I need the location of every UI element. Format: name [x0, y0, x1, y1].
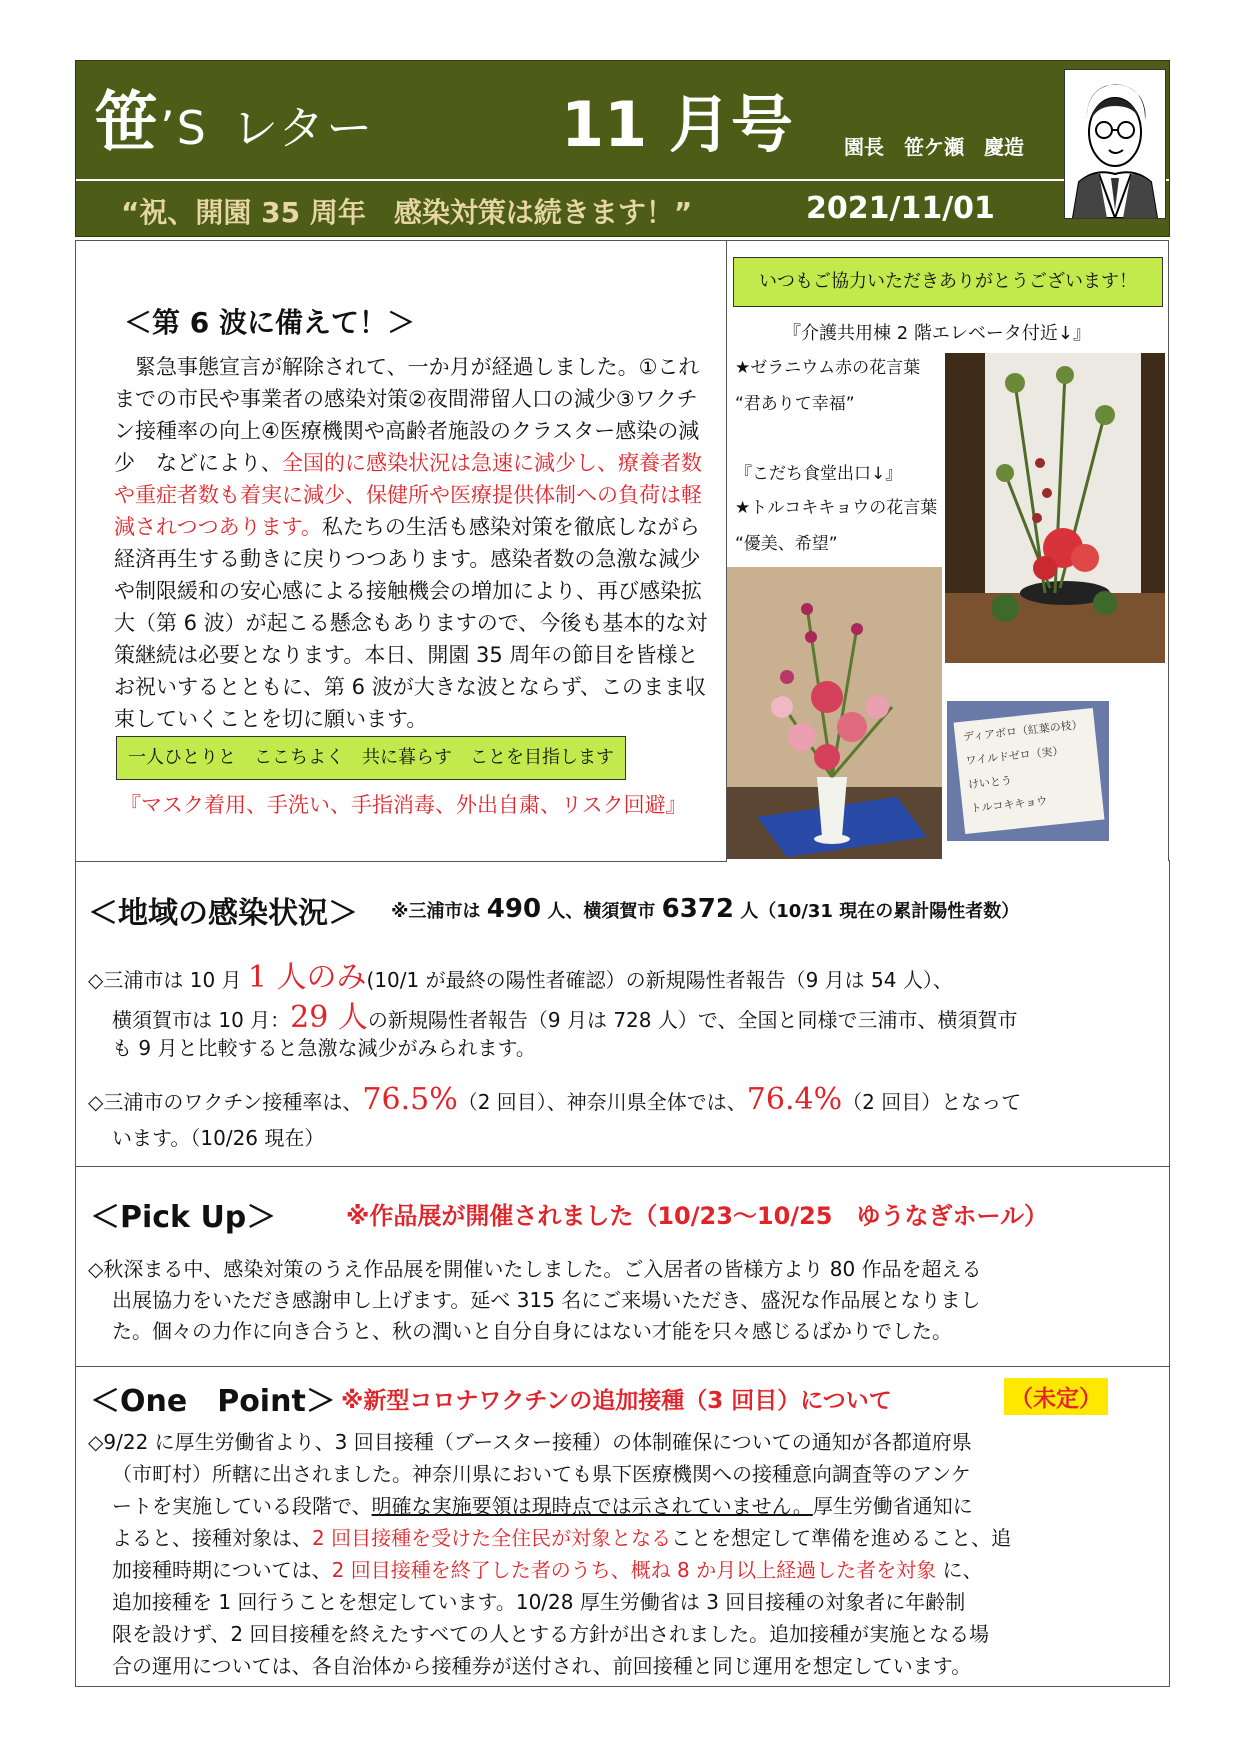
title-apostrophe: ’: [160, 101, 177, 155]
b2-text-2: （2 回目）、神奈川県全体では、: [457, 1090, 747, 1114]
title-letter: レター: [232, 101, 375, 155]
director-portrait: [1064, 69, 1166, 219]
location-1: 『介護共用棟 2 階エレベータ付近↓』: [783, 323, 1091, 344]
onepoint-underline: 明確な実施要領は現時点では示されていません。: [371, 1494, 813, 1518]
thanks-box: いつもご協力いただきありがとうございます！: [733, 257, 1163, 307]
newsletter-title: [94, 71, 374, 163]
onepoint-section: [75, 1366, 1170, 1687]
region-section: [75, 860, 1170, 1167]
wave-paragraph-1: 緊急事態宣言が解除されて、一か月が経過しました。①これまでの市民や事業者の感染対策②夜間滞留人口の減少③ワクチン接種率の向上④医療機関や高齢者施設のクラスター感染の減少 などにより、: [114, 355, 700, 475]
onepoint-line-3b: 厚生労働省通知に: [812, 1494, 973, 1518]
note-text-2: 人、横須賀市: [547, 901, 656, 922]
card-line-1: ディアボロ（紅葉の枝）: [962, 718, 1084, 744]
eustoma-photo: [727, 567, 942, 859]
issue-date: 2021/11/01: [806, 191, 995, 226]
region-title: ＜地域の感染状況＞: [88, 896, 358, 931]
pickup-title: ＜Pick Up＞: [90, 1200, 277, 1235]
b1-text-4: の新規陽性者報告（9 月は 728 人）で、全国と同様で三浦市、横須賀市: [367, 1008, 1018, 1032]
b1-text-3: 横須賀市は 10 月：: [112, 1008, 291, 1032]
flower-1-meaning: “君ありて幸福”: [735, 394, 855, 414]
onepoint-line-4b: ことを想定して準備を進めること、追: [671, 1526, 1012, 1550]
wave-body: [114, 351, 712, 735]
onepoint-line-2: （市町村）所轄に出されました。神奈川県においても県下医療機関への接種意向調査等のアンケ: [112, 1462, 971, 1486]
pickup-line-3: た。個々の力作に向き合うと、秋の潤いと自分自身にはない才能を只々感じるばかりでした。: [112, 1319, 952, 1343]
wave-highlight: 全国的に感染状況は急速に減少し、療養者数や重症者数も着実に減少、保健所や医療提供体制への負荷は軽減されつつあります。: [114, 451, 702, 539]
flower-1-label: ★ゼラニウム赤の花言葉: [735, 358, 921, 378]
onepoint-target: 2 回目接種を受けた全住民が対象となる: [312, 1526, 672, 1550]
b1-text: ◇三浦市は 10 月: [88, 968, 248, 992]
onepoint-line-7: 限を設けず、2 回目接種を終えたすべての人とする方針が出されました。追加接種が実施となる場: [112, 1622, 990, 1646]
director-name: 園長 笹ケ瀬 慶造: [844, 135, 1024, 159]
pickup-subtitle: ※作品展が開催されました（10/23～10/25 ゆうなぎホール）: [346, 1202, 1048, 1230]
onepoint-body: [88, 1426, 1011, 1682]
region-bullet-1-cont: [112, 992, 1017, 1036]
flower-section: [725, 240, 1169, 861]
pickup-line-1: ◇秋深まる中、感染対策のうえ作品展を開催いたしました。ご入居者の皆様方より 80 作品を超える: [88, 1257, 982, 1281]
wave-paragraph-2: 私たちの生活も感染対策を徹底しながら経済再生する動きに戻りつつあります。感染者数の急激な減少や制限緩和の安心感による接触機会の増加により、再び感染拡大（第 6 波）が起こる懸念もありますので、今後も基本的な対策継続は必要となります。本日、開園 35 周年の節目を皆様とお祝いするとともに、第 6 波が大きな波とならず、このまま収束していくことを切に願います。: [114, 515, 708, 731]
region-bullet-2: [88, 1082, 1021, 1117]
newsletter-header: [75, 60, 1170, 237]
onepoint-line-6: 追加接種を 1 回行うことを想定しています。10/28 厚生労働省は 3 回目接種の対象者に年齢制: [112, 1590, 966, 1614]
pickup-section: [75, 1166, 1170, 1367]
yokosuka-monthly: 29 人: [290, 1000, 368, 1035]
b1-text-2: (10/1 が最終の陽性者確認）の新規陽性者報告（9 月は 54 人）、: [366, 968, 953, 992]
region-bullet-2-end: います。（10/26 現在）: [112, 1126, 325, 1150]
b2-text: ◇三浦市のワクチン接種率は、: [88, 1090, 363, 1114]
name-card-photo: [947, 701, 1109, 841]
region-note: [391, 894, 1019, 924]
prevention-measures: 『マスク着用、手洗い、手指消毒、外出自粛、リスク回避』: [120, 793, 687, 817]
pickup-body: [88, 1254, 982, 1347]
region-bullet-1: [88, 952, 953, 996]
issue-month: 11 月号: [561, 88, 793, 161]
pickup-line-2: 出展協力をいただき感謝申し上げます。延べ 315 名にご来場いただき、盛況な作品展となりまし: [112, 1288, 981, 1312]
note-text-1: ※三浦市は: [391, 901, 481, 922]
wave-section: [75, 240, 727, 862]
onepoint-timing: 2 回目接種を終了した者のうち、概ね 8 か月以上経過した者を対象: [331, 1558, 937, 1582]
onepoint-line-3a: ートを実施している段階で、: [112, 1494, 372, 1518]
note-text-3: 人（10/31 現在の累計陽性者数）: [740, 901, 1020, 922]
card-line-2: ワイルドゼロ（実）: [964, 744, 1065, 768]
header-slogan: “祝、開園 35 周年 感染対策は続きます！”: [121, 196, 693, 229]
title-main: 笹: [94, 86, 160, 160]
b2-text-3: （2 回目）となって: [842, 1090, 1022, 1114]
location-2: 『こだち食堂出口↓』: [735, 464, 903, 484]
onepoint-line-5b: に、: [936, 1558, 983, 1582]
wave-title: ＜第 6 波に備えて！＞: [124, 306, 415, 339]
flower-2-meaning: “優美、希望”: [735, 534, 838, 554]
region-bullet-1-end: も 9 月と比較すると急激な減少がみられます。: [112, 1036, 536, 1060]
miura-vaccination-rate: 76.5%: [362, 1082, 458, 1117]
onepoint-subtitle: ※新型コロナワクチンの追加接種（3 回目）について: [341, 1388, 892, 1414]
geranium-photo: [945, 353, 1165, 663]
kanagawa-vaccination-rate: 76.4%: [746, 1082, 843, 1117]
onepoint-title: ＜One Point＞: [90, 1384, 336, 1419]
miura-cumulative: 490: [486, 894, 542, 924]
onepoint-line-4a: よると、接種対象は、: [112, 1526, 312, 1550]
onepoint-line-8: 合の運用については、各自治体から接種券が送付され、前回接種と同じ運用を想定しています。: [112, 1654, 972, 1678]
onepoint-line-1: ◇9/22 に厚生労働省より、3 回目接種（ブースター接種）の体制確保についての通知が各都道府県: [88, 1430, 972, 1454]
undecided-badge: （未定）: [1004, 1378, 1108, 1415]
title-s: S: [176, 101, 208, 155]
onepoint-line-5a: 加接種時期については、: [112, 1558, 332, 1582]
header-divider: [76, 179, 1169, 181]
miura-monthly: 1 人のみ: [247, 960, 367, 995]
card-line-4: トルコキキョウ: [969, 794, 1048, 816]
card-line-3: けいとう: [967, 773, 1013, 792]
motto-box: 一人ひとりと ここちよく 共に暮らす ことを目指します: [116, 736, 626, 780]
flower-2-label: ★トルコキキョウの花言葉: [735, 498, 938, 518]
yokosuka-cumulative: 6372: [661, 894, 734, 924]
name-card: [954, 708, 1105, 834]
